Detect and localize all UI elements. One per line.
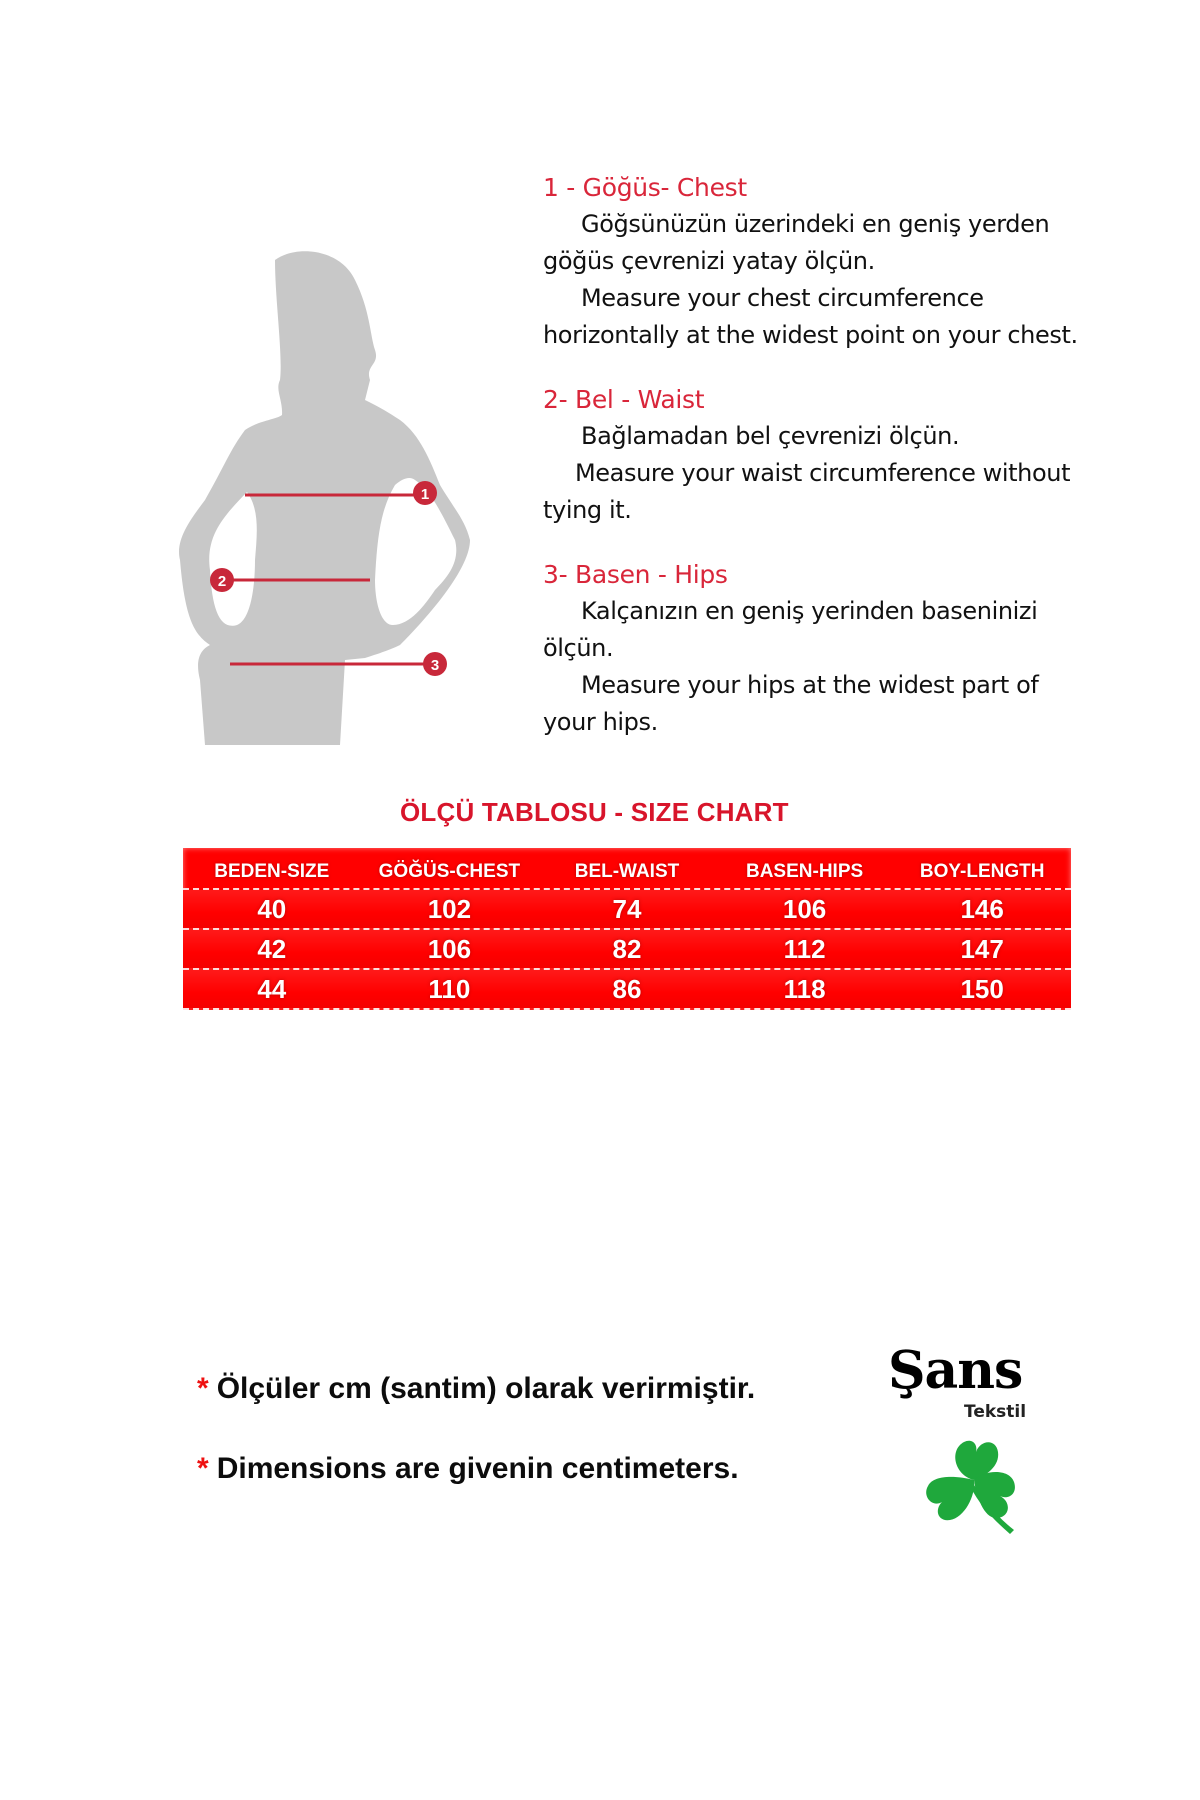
body-measurement-figure (165, 240, 515, 750)
marker-2 (210, 568, 234, 592)
svg-text:1: 1 (420, 486, 430, 503)
note-units-tr (197, 1372, 755, 1406)
note-text: Ölçüler cm (santim) olarak verirmiştir. (216, 1372, 756, 1405)
cell-hips: 106 (782, 893, 827, 924)
cell-chest: 106 (427, 933, 472, 964)
table-row (183, 970, 1071, 1010)
cell-length: 146 (960, 893, 1004, 924)
table-row (183, 930, 1071, 970)
column-header-length: BOY-LENGTH (919, 861, 1045, 882)
table-header-row (183, 848, 1071, 890)
column-header-chest: GÖĞÜS-CHEST (378, 861, 521, 882)
marker-1 (413, 481, 437, 505)
waist-section (543, 382, 1143, 529)
brand-logo (880, 1340, 1050, 1540)
cell-hips: 112 (783, 933, 826, 964)
column-header-waist: BEL-WAIST (574, 861, 680, 882)
asterisk-icon: * (197, 1452, 209, 1485)
marker-3 (423, 652, 447, 676)
waist-tr-line-1: Bağlamadan bel çevrenizi ölçün. (581, 422, 960, 450)
cell-waist: 86 (612, 973, 642, 1004)
logo-name: Şans (888, 1340, 1023, 1401)
asterisk-icon: * (197, 1372, 209, 1405)
hips-en-line-2: your hips. (543, 708, 658, 736)
cell-size: 40 (257, 893, 287, 924)
column-header-hips: BASEN-HIPS (745, 861, 864, 882)
waist-en-line-1: Measure your waist circumference without (575, 459, 1071, 487)
hips-tr-line-1: Kalçanızın en geniş yerinden baseninizi (581, 597, 1038, 625)
notes (197, 1372, 755, 1532)
hips-tr-line-2: ölçün. (543, 634, 614, 662)
size-chart-title: ÖLÇÜ TABLOSU - SIZE CHART (400, 797, 789, 827)
silhouette-icon (165, 240, 515, 750)
cell-chest: 110 (428, 973, 471, 1004)
chest-title: 1 - Göğüs- Chest (543, 173, 747, 202)
waist-en-line-2: tying it. (543, 496, 632, 524)
waist-title: 2- Bel - Waist (543, 385, 705, 414)
hips-section (543, 557, 1143, 741)
chest-en-line-1: Measure your chest circumference (581, 284, 984, 312)
cell-waist: 74 (612, 893, 642, 924)
cell-chest: 102 (427, 893, 472, 924)
size-chart-table (183, 848, 1071, 1008)
cell-size: 42 (257, 933, 287, 964)
chest-en-line-2: horizontally at the widest point on your chest. (543, 321, 1078, 349)
table-row (183, 890, 1071, 930)
note-units-en (197, 1452, 755, 1486)
note-text: Dimensions are givenin centimeters. (216, 1452, 739, 1485)
chest-tr-line-2: göğüs çevrenizi yatay ölçün. (543, 247, 875, 275)
cell-waist: 82 (612, 933, 642, 964)
hips-title: 3- Basen - Hips (543, 560, 728, 589)
column-header-size: BEDEN-SIZE (214, 861, 330, 882)
cell-size: 44 (257, 973, 287, 1004)
four-leaf-clover-icon (914, 1430, 1034, 1540)
cell-length: 150 (960, 973, 1004, 1004)
logo-subtitle: Tekstil (964, 1402, 1027, 1422)
chest-section (543, 170, 1143, 354)
measurement-instructions (543, 170, 1143, 769)
cell-hips: 118 (783, 973, 826, 1004)
hips-en-line-1: Measure your hips at the widest part of (581, 671, 1039, 699)
cell-length: 147 (960, 933, 1004, 964)
svg-text:3: 3 (430, 657, 440, 674)
chest-tr-line-1: Göğsünüzün üzerindeki en geniş yerden (581, 210, 1050, 238)
svg-text:2: 2 (217, 573, 227, 590)
